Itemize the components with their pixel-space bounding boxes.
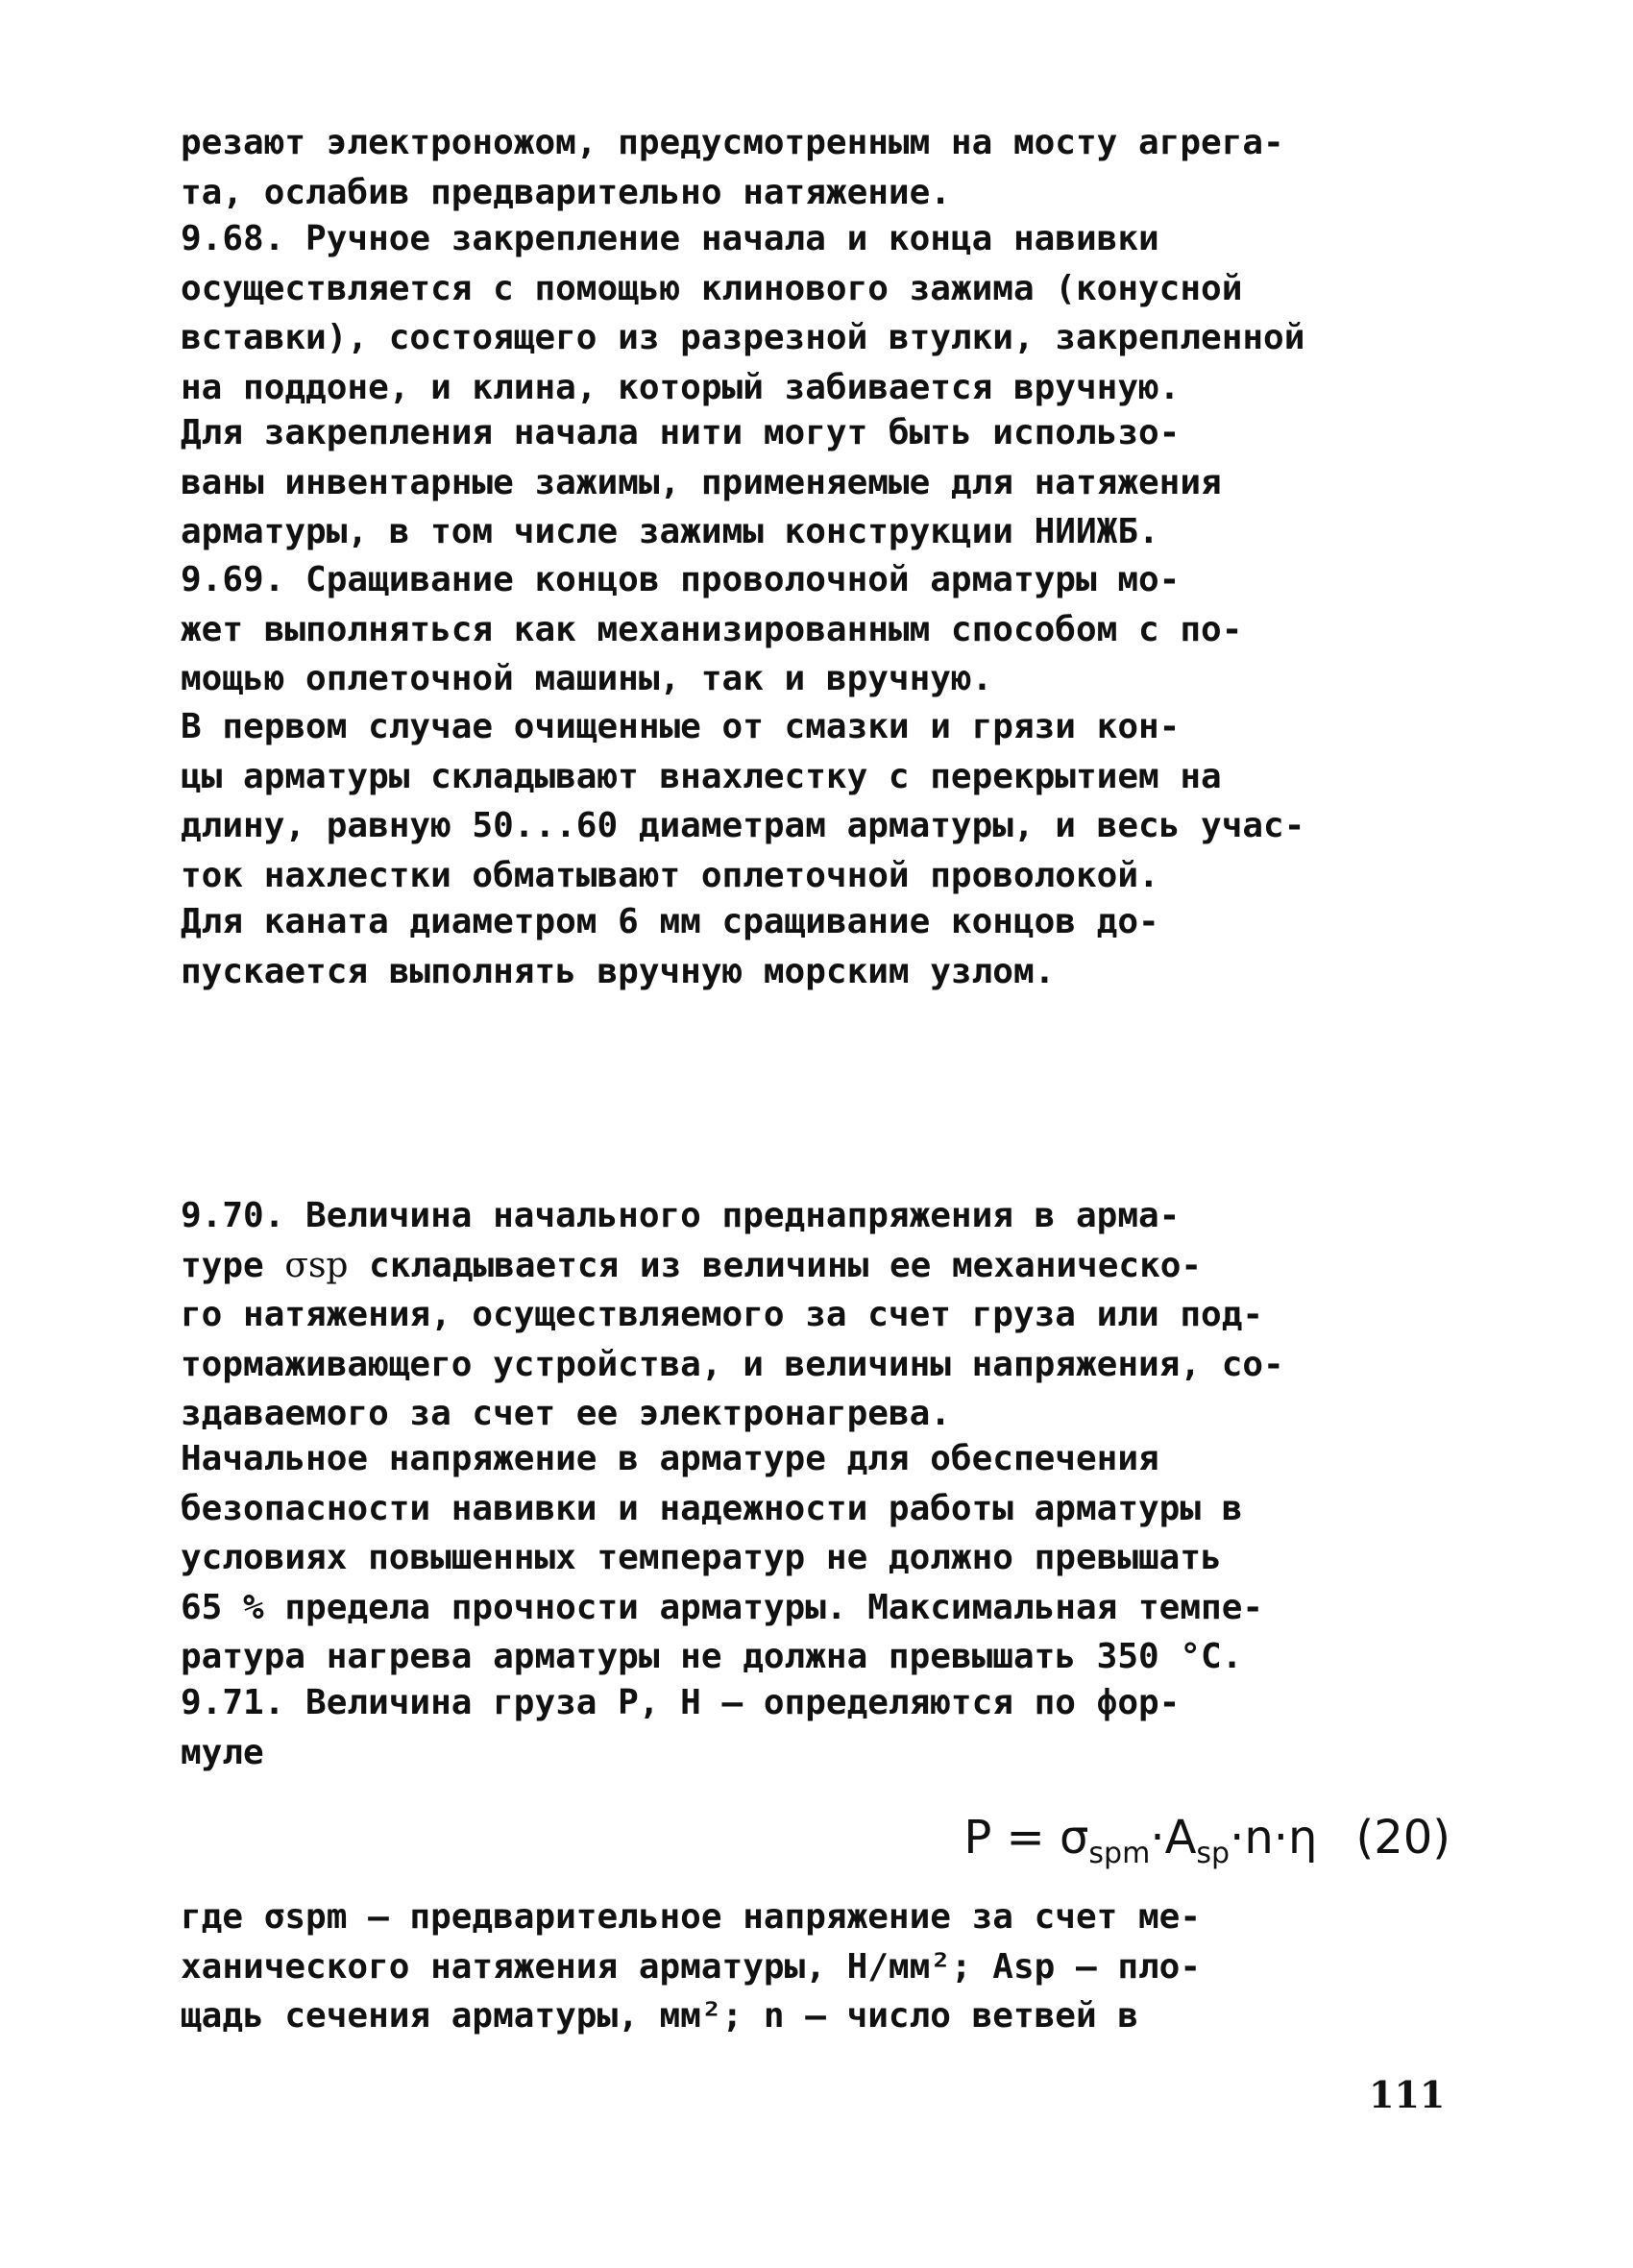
paragraph-9-69: 9.69. Сращивание концов проволочной арматуры мо- жет выполняться как механизированным способом с по- мощью оплеточной машины, так и вручную. xyxy=(181,560,1243,698)
paragraph-first-case: В первом случае очищенные от смазки и грязи кон- цы арматуры складывают внахлестку с перекрытием на длину, равную 50...60 диаметрам арматуры, и весь учас- ток нахлестки обматывают оплеточной проволокой. xyxy=(181,707,1305,895)
formula-20 xyxy=(893,1811,1450,1870)
paragraph-continuation: резают электроножом, предусмотренным на мосту агрега- та, ослабив предварительно натяжение. xyxy=(181,123,1284,212)
paragraph-9-70-rest: складывается из величины ее механическо- го натяжения, осуществляемого за счет груза или под- тормаживающего устройства, и величины напряжения, со- здаваемого за счет ее электронагрева. xyxy=(181,1245,1284,1433)
paragraph-rope: Для каната диаметром 6 мм сращивание концов до- пускается выполнять вручную морским узлом. xyxy=(181,902,1159,991)
formula-lhs: P = σ xyxy=(963,1811,1089,1865)
paragraph-9-68: 9.68. Ручное закрепление начала и конца навивки осуществляется с помощью клинового зажима (конусной вставки), состоящего из разрезной втулки, закрепленной на поддоне, и клина, который забивается вручную. xyxy=(181,219,1305,407)
paragraph-9-70 xyxy=(181,1191,1450,1439)
page-number: 111 xyxy=(1369,2073,1446,2116)
formula-number: (20) xyxy=(1355,1811,1450,1865)
paragraph-where: где σspm – предварительное напряжение за счет ме- ханического натяжения арматуры, Н/мм²; Asp – пло- щадь сечения арматуры, мм²; n – число ветвей в xyxy=(181,1897,1202,2036)
paragraph-9-70-start: 9.70. Величина начального преднапряжения в арма- туре xyxy=(181,1196,1181,1285)
formula-sub-spm: spm xyxy=(1088,1837,1151,1870)
paragraph-initial-stress: Начальное напряжение в арматуре для обеспечения безопасности навивки и надежности работы арматуры в условиях повышенных температур не должно превышать 65 % предела прочности арматуры. Максимальная темпе- ратура нагрева арматуры не должна превышать 350 °С. xyxy=(181,1439,1264,1676)
paragraph-clamps: Для закрепления начала нити могут быть использо- ваны инвентарные зажимы, применяемые для натяжения арматуры, в том числе зажимы конструкции НИИЖБ. xyxy=(181,413,1222,551)
formula-sub-sp: sp xyxy=(1196,1837,1231,1870)
paragraph-9-71: 9.71. Величина груза Р, Н – определяются по фор- муле xyxy=(181,1683,1181,1772)
sigma-sp-symbol: σsp xyxy=(284,1245,349,1285)
formula-mid: ·A xyxy=(1150,1811,1197,1865)
formula-rhs: ·n·η xyxy=(1230,1811,1318,1865)
